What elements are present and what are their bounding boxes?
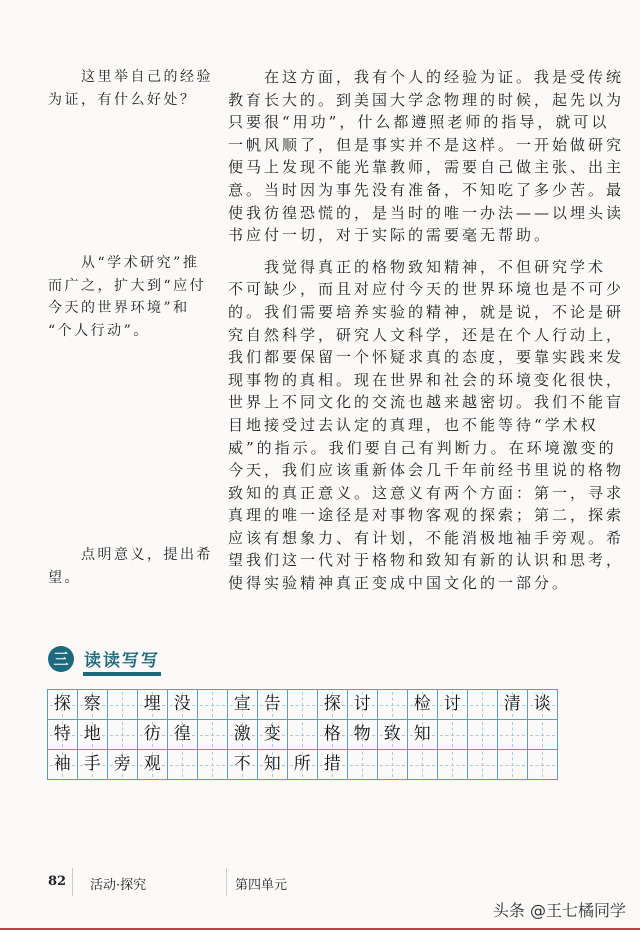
grid-character: 埋 <box>143 694 161 714</box>
grid-character: 徨 <box>173 724 191 744</box>
grid-cell <box>408 750 438 780</box>
grid-character: 特 <box>53 724 71 744</box>
text-line: 教育长大的。到美国大学念物理的时候，起先以为 <box>228 90 625 109</box>
grid-cell <box>228 720 258 750</box>
grid-cell <box>468 720 498 750</box>
margin-note-line: 今天的世界环境”和 <box>48 300 190 316</box>
grid-cell <box>258 720 288 750</box>
text-line: 只要很“用功”，什么都遵照老师的指导，就可以 <box>228 113 610 132</box>
footer-section-label: 活动·探究 <box>90 878 147 893</box>
text-line: 究自然科学，研究人文科学，还是在个人行动上， <box>228 325 625 344</box>
text-line: 我觉得真正的格物致知精神，不但研究学术 <box>228 257 607 276</box>
grid-cell <box>228 690 258 720</box>
article-body <box>228 66 624 595</box>
grid-character: 旁 <box>113 754 131 774</box>
section-title: 读读写写 <box>84 651 160 671</box>
text-line: 书应付一切，对于实际的需要毫无帮助。 <box>228 226 553 245</box>
text-line: 现事物的真相。现在世界和社会的环境变化很快， <box>228 370 625 389</box>
footer-unit-label: 第四单元 <box>235 878 288 893</box>
grid-cell <box>198 690 228 720</box>
margin-note-line: 点明意义，提出希 <box>48 547 213 563</box>
grid-cell <box>438 750 468 780</box>
grid-cell <box>288 750 318 780</box>
text-line: 真理的唯一途径是对事物客观的探索；第二，探索 <box>228 506 625 525</box>
grid-cell <box>318 690 348 720</box>
grid-cell <box>228 750 258 780</box>
grid-character: 激 <box>233 724 251 744</box>
text-line: 威”的指示。我们要自己有判断力。在环境激变的 <box>228 438 617 457</box>
grid-character: 彷 <box>143 724 161 744</box>
section-title-underline <box>83 672 161 676</box>
text-line: 目地接受过去认定的真理，也不能等待“学术权 <box>228 415 599 434</box>
grid-character: 格 <box>323 724 341 744</box>
grid-cell <box>108 720 138 750</box>
margin-note-line: “个人行动”。 <box>48 322 150 339</box>
grid-cell <box>348 690 378 720</box>
grid-cell <box>468 690 498 720</box>
grid-cell <box>378 720 408 750</box>
grid-cell <box>438 690 468 720</box>
text-line: 一帆风顺了，但是事实并不是这样。一开始做研究 <box>228 135 625 154</box>
grid-cell <box>288 690 318 720</box>
grid-character: 措 <box>323 754 341 774</box>
margin-note-line: 望。 <box>48 569 81 586</box>
grid-cell <box>138 720 168 750</box>
text-line: 望我们这一代对于格物和致知有新的认识和思考， <box>228 551 625 570</box>
grid-cell <box>168 750 198 780</box>
grid-cell <box>348 750 378 780</box>
grid-cell <box>138 690 168 720</box>
grid-character: 告 <box>263 694 281 714</box>
footer-divider <box>72 868 73 896</box>
grid-cell <box>78 750 108 780</box>
grid-character: 察 <box>83 694 101 714</box>
grid-character: 观 <box>143 754 161 774</box>
grid-cell <box>138 750 168 780</box>
margin-note-line: 从“学术研究”推 <box>48 255 200 271</box>
grid-cell <box>318 750 348 780</box>
text-line: 今天，我们应该重新体会几千年前经书里说的格物 <box>228 461 625 480</box>
grid-cell <box>408 720 438 750</box>
margin-note <box>48 544 218 589</box>
grid-character: 手 <box>83 754 101 774</box>
text-line: 世界上不同文化的交流也越来越密切。我们不能盲 <box>228 393 625 412</box>
grid-cell <box>498 720 528 750</box>
text-line: 不可缺少，而且对应付今天的世界环境也是不可少 <box>228 280 625 299</box>
grid-character: 清 <box>503 694 521 714</box>
grid-cell <box>198 750 228 780</box>
grid-cell <box>108 690 138 720</box>
margin-note <box>48 252 218 342</box>
grid-cell <box>198 720 228 750</box>
text-line: 应该有想象力、有计划，不能消极地袖手旁观。希 <box>228 528 625 547</box>
grid-cell <box>168 690 198 720</box>
text-line: 致知的真正意义。这意义有两个方面：第一，寻求 <box>228 483 625 502</box>
grid-character: 变 <box>263 724 281 744</box>
grid-character: 所 <box>293 754 311 774</box>
text-line: 便马上发现不能光靠教师，需要自己做主张、出主 <box>228 158 625 177</box>
grid-character: 宣 <box>233 694 251 714</box>
grid-cell <box>528 750 558 780</box>
grid-cell <box>78 690 108 720</box>
grid-character: 物 <box>353 724 371 744</box>
margin-note-line: 而广之，扩大到“应付 <box>48 277 207 294</box>
grid-cell <box>528 720 558 750</box>
grid-character: 没 <box>173 694 191 714</box>
grid-character: 检 <box>413 694 431 714</box>
grid-cell <box>378 750 408 780</box>
grid-cell <box>288 720 318 750</box>
grid-character: 袖 <box>53 754 71 774</box>
text-line: 我们都要保留一个怀疑求真的态度，要靠实践来发 <box>228 348 625 367</box>
grid-cell <box>258 690 288 720</box>
grid-cell <box>378 690 408 720</box>
grid-character: 讨 <box>443 694 461 714</box>
text-line: 在这方面，我有个人的经验为证。我是受传统 <box>228 68 625 86</box>
margin-note-line: 这里举自己的经验 <box>48 69 213 85</box>
page-number: 82 <box>48 874 67 889</box>
section-number-badge: 三 <box>48 646 74 672</box>
paragraph <box>228 256 624 595</box>
grid-cell <box>48 690 78 720</box>
grid-cell <box>468 750 498 780</box>
text-line: 使得实验精神真正变成中国文化的一部分。 <box>228 574 571 593</box>
grid-character: 谈 <box>533 694 551 714</box>
grid-cell <box>258 750 288 780</box>
text-line: 意。当时因为事先没有准备，不知吃了多少苦。最 <box>228 180 625 199</box>
grid-cell <box>348 720 378 750</box>
grid-cell <box>78 720 108 750</box>
text-line: 使我彷徨恐慌的，是当时的唯一办法——以埋头读 <box>228 203 625 222</box>
grid-character: 地 <box>83 724 101 744</box>
grid-cell <box>408 690 438 720</box>
grid-character: 讨 <box>353 694 371 714</box>
grid-character: 不 <box>233 754 251 774</box>
margin-note <box>48 66 218 111</box>
grid-character: 知 <box>263 754 281 774</box>
grid-character: 致 <box>383 724 401 744</box>
grid-cell <box>48 720 78 750</box>
grid-cell <box>438 720 468 750</box>
margin-note-line: 为证，有什么好处？ <box>48 91 197 108</box>
grid-character: 知 <box>413 724 431 744</box>
grid-character: 探 <box>53 694 71 714</box>
grid-cell <box>498 750 528 780</box>
grid-cell <box>168 720 198 750</box>
grid-character: 探 <box>323 694 341 714</box>
grid-cell <box>528 690 558 720</box>
grid-cell <box>498 690 528 720</box>
text-line: 的。我们需要培养实验的精神，就是说，不论是研 <box>228 302 625 321</box>
grid-cell <box>48 750 78 780</box>
word-practice-grid <box>47 689 558 780</box>
grid-cell <box>318 720 348 750</box>
grid-cell <box>108 750 138 780</box>
paragraph <box>228 66 624 247</box>
footer-divider <box>226 868 227 896</box>
watermark: 头条 @王七橘同学 <box>492 901 626 920</box>
